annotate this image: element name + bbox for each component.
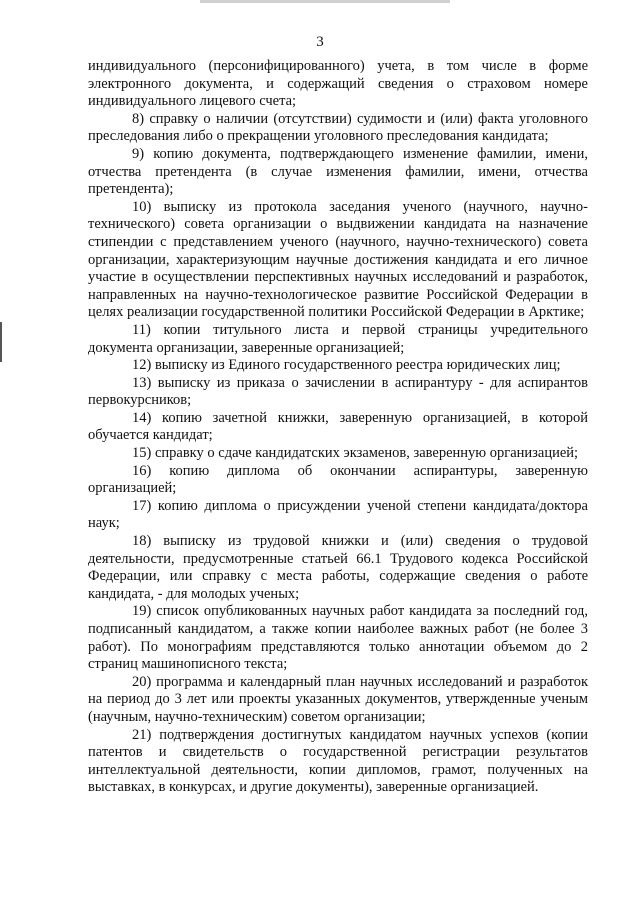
- list-item-21: 21) подтверждения достигнутых кандидатом научных успехов (копии патентов и свидетельств о государственной регистрации результатов интеллектуальной деятельности, копии дипломов, грамот, полученных на выставках, в конкурсах, и другие документы), заверенные организацией.: [88, 726, 588, 796]
- scan-top-edge-mark: [200, 0, 450, 3]
- list-item-8: 8) справку о наличии (отсутствии) судимости и (или) факта уголовного преследования либо о прекращении уголовного преследования кандидата;: [88, 110, 588, 145]
- list-item-10: 10) выписку из протокола заседания ученого (научного, научно-технического) совета организации о выдвижении кандидата на назначение стипендии с представлением ученого (научного, научно-технического) совета организации, характеризующим научные достижения кандидата и его личное участие в осуществлении перспективных научных исследований и разработок, направленных на научно-технологическое развитие Российской Федерации в целях реализации государственной политики Российской Федерации в Арктике;: [88, 198, 588, 321]
- list-item-11: 11) копии титульного листа и первой страницы учредительного документа организации, заверенные организацией;: [88, 321, 588, 356]
- list-item-12: 12) выписку из Единого государственного реестра юридических лиц;: [132, 357, 561, 374]
- document-body: [88, 58, 588, 797]
- paragraph-continuation: индивидуального (персонифицированного) учета, в том числе в форме электронного документа, и содержащий сведения о страховом номере индивидуального лицевого счета;: [88, 58, 588, 110]
- page-number: 3: [316, 34, 324, 50]
- list-item-13: 13) выписку из приказа о зачислении в аспирантуру - для аспирантов первокурсников;: [88, 374, 588, 409]
- list-item-9: 9) копию документа, подтверждающего изменение фамилии, имени, отчества претендента (в случае изменения фамилии, имени, отчества претендента);: [88, 145, 588, 198]
- scan-margin-mark: [0, 322, 2, 362]
- list-item-16: 16) копию диплома об окончании аспирантуры, заверенную организацией;: [88, 462, 588, 497]
- list-item-15: 15) справку о сдаче кандидатских экзаменов, заверенную организацией;: [132, 445, 579, 462]
- list-item-17: 17) копию диплома о присуждении ученой степени кандидата/доктора наук;: [88, 497, 588, 532]
- list-item-18: 18) выписку из трудовой книжки и (или) сведения о трудовой деятельности, предусмотренные статьей 66.1 Трудового кодекса Российской Федерации, или справку с места работы, содержащие сведения о работе кандидата, - для молодых ученых;: [88, 533, 588, 602]
- list-item-19: 19) список опубликованных научных работ кандидата за последний год, подписанный кандидатом, а также копии наиболее важных работ (не более 3 работ). По монографиям представляются только аннотации объемом до 2 страниц машинописного текста;: [88, 603, 588, 673]
- list-item-20: 20) программа и календарный план научных исследований и разработок на период до 3 лет или проекты указанных документов, утвержденные ученым (научным, научно-техническим) советом организации;: [88, 673, 588, 725]
- list-item-14: 14) копию зачетной книжки, заверенную организацией, в которой обучается кандидат;: [88, 409, 588, 444]
